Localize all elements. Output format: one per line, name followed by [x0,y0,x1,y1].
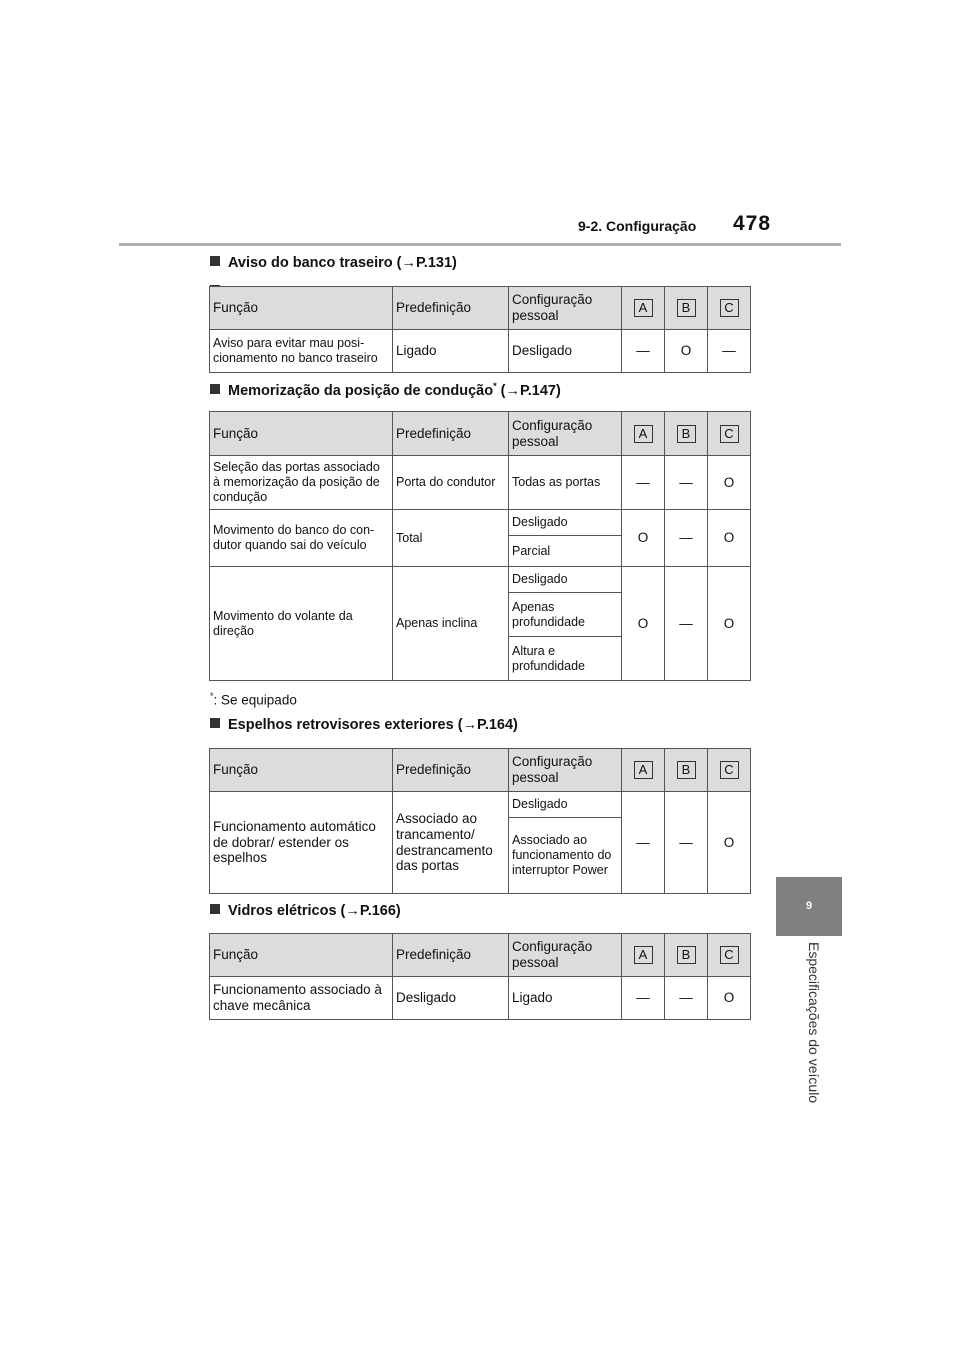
col-header-predefinicao: Predefinição [393,412,509,456]
cell-b: — [665,567,708,681]
cell-funcao: Movimento do volante da direção [210,567,393,681]
cell-predefinicao: Apenas inclina [393,567,509,681]
table-row [210,792,751,818]
setting-a-icon: A [634,299,653,317]
cell-a: — [622,456,665,510]
cell-c: O [708,977,751,1020]
col-header-predefinicao: Predefinição [393,749,509,792]
cell-config: Ligado [509,977,622,1020]
setting-c-icon: C [720,425,739,443]
cell-config: Todas as portas [509,456,622,510]
table-windows [209,933,751,1020]
cell-funcao: Funcionamento associado à chave mecânica [210,977,393,1020]
cell-predefinicao: Porta do condutor [393,456,509,510]
setting-c-icon: C [720,946,739,964]
cell-a: O [622,567,665,681]
col-header-config: Configuração pessoal [509,749,622,792]
section-title-rear-seat: Aviso do banco traseiro (→P.131) [210,255,457,271]
cell-config: Altura e profundidade [509,637,622,681]
setting-a-icon: A [634,425,653,443]
chapter-tab: 9 [776,877,842,936]
setting-b-icon: B [677,299,696,317]
square-bullet-icon [210,718,220,728]
cell-b: — [665,510,708,567]
page-number: 478 [733,212,772,235]
col-header-predefinicao: Predefinição [393,934,509,977]
section-title-windows: Vidros elétricos (→P.166) [210,903,401,919]
table-row [210,510,751,536]
table-header-row [210,287,751,330]
setting-a-icon: A [634,946,653,964]
cell-funcao: Funcionamento automático de dobrar/ estender os espelhos [210,792,393,894]
header-divider [119,243,841,246]
square-bullet-icon [210,384,220,394]
setting-b-icon: B [677,946,696,964]
setting-c-icon: C [720,761,739,779]
setting-c-icon: C [720,299,739,317]
table-header-row [210,934,751,977]
section-title-mirrors: Espelhos retrovisores exteriores (→P.164) [210,717,518,733]
col-header-funcao: Função [210,412,393,456]
cell-config: Desligado [509,567,622,593]
cell-c: O [708,567,751,681]
table-mirrors [209,748,751,894]
square-bullet-icon [210,904,220,914]
col-header-funcao: Função [210,749,393,792]
section-heading: 9-2. Configuração [578,218,697,234]
cell-predefinicao: Associado ao trancamento/ destrancamento das portas [393,792,509,894]
cell-config: Desligado [509,330,622,373]
setting-b-icon: B [677,425,696,443]
cell-predefinicao: Total [393,510,509,567]
cell-b: — [665,456,708,510]
cell-funcao: Aviso para evitar mau posi-cionamento no banco traseiro [210,330,393,373]
cell-a: — [622,330,665,373]
cell-b: O [665,330,708,373]
section-title-driving-position: Memorização da posição de condução* (→P.147) [210,381,561,399]
table-header-row [210,412,751,456]
setting-b-icon: B [677,761,696,779]
chapter-label: Especificações do veículo [806,942,822,1104]
cell-c: O [708,792,751,894]
cell-c: — [708,330,751,373]
footnote: *: Se equipado [210,691,297,708]
cell-predefinicao: Ligado [393,330,509,373]
cell-config: Apenas profundidade [509,593,622,637]
table-driving-position [209,411,751,681]
cell-b: — [665,977,708,1020]
table-rear-seat [209,286,751,373]
cell-a: — [622,792,665,894]
square-bullet-icon [210,256,220,266]
table-row [210,330,751,373]
cell-c: O [708,510,751,567]
cell-funcao: Seleção das portas associado à memorização da posição de condução [210,456,393,510]
cell-config: Parcial [509,536,622,567]
table-header-row [210,749,751,792]
cell-a: — [622,977,665,1020]
table-row [210,567,751,593]
col-header-funcao: Função [210,934,393,977]
setting-a-icon: A [634,761,653,779]
col-header-config: Configuração pessoal [509,934,622,977]
cell-funcao: Movimento do banco do con-dutor quando sai do veículo [210,510,393,567]
cell-predefinicao: Desligado [393,977,509,1020]
cell-b: — [665,792,708,894]
table-row [210,456,751,510]
table-row [210,977,751,1020]
cell-c: O [708,456,751,510]
col-header-funcao: Função [210,287,393,330]
col-header-predefinicao: Predefinição [393,287,509,330]
cell-config: Associado ao funcionamento do interruptor Power [509,818,622,894]
cell-config: Desligado [509,510,622,536]
cell-config: Desligado [509,792,622,818]
cell-a: O [622,510,665,567]
col-header-config: Configuração pessoal [509,412,622,456]
col-header-config: Configuração pessoal [509,287,622,330]
